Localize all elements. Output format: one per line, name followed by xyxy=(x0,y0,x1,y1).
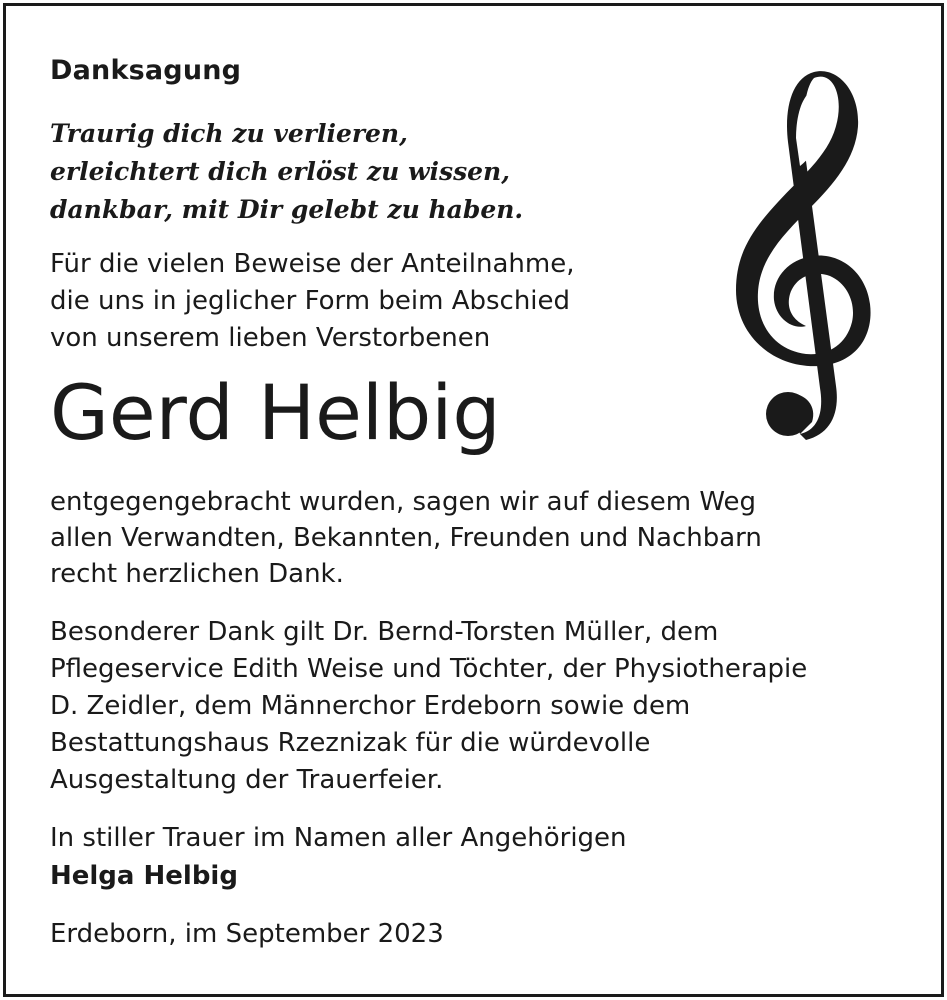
intro-line: die uns in jeglicher Form beim Abschied xyxy=(50,286,571,316)
place-date: Erdeborn, im September 2023 xyxy=(50,919,444,949)
signer-name: Helga Helbig xyxy=(50,861,238,891)
special-thanks-line: D. Zeidler, dem Männerchor Erdeborn sowie dem xyxy=(50,691,691,721)
special-thanks-paragraph xyxy=(50,614,807,799)
deceased-name: Gerd Helbig xyxy=(50,368,501,457)
intro-line: Für die vielen Beweise der Anteilnahme, xyxy=(50,249,575,279)
thanks-line: recht herzlichen Dank. xyxy=(50,559,344,589)
thanks-line: allen Verwandten, Bekannten, Freunden und Nachbarn xyxy=(50,523,762,553)
verse-line: erleichtert dich erlöst zu wissen, xyxy=(50,157,510,186)
notice-heading: Danksagung xyxy=(50,55,242,86)
mourning-line: In stiller Trauer im Namen aller Angehörigen xyxy=(50,823,627,853)
verse-block xyxy=(50,115,523,229)
special-thanks-line: Pflegeservice Edith Weise und Töchter, der Physiotherapie xyxy=(50,654,808,684)
intro-paragraph xyxy=(50,246,574,357)
treble-clef-icon xyxy=(722,68,882,446)
special-thanks-line: Besonderer Dank gilt Dr. Bernd-Torsten Müller, dem xyxy=(50,617,719,647)
verse-line: Traurig dich zu verlieren, xyxy=(50,119,408,148)
thanks-paragraph xyxy=(50,484,762,592)
verse-line: dankbar, mit Dir gelebt zu haben. xyxy=(50,195,524,224)
special-thanks-line: Bestattungshaus Rzeznizak für die würdevolle xyxy=(50,728,651,758)
intro-line: von unserem lieben Verstorbenen xyxy=(50,323,491,353)
special-thanks-line: Ausgestaltung der Trauerfeier. xyxy=(50,765,444,795)
thanks-line: entgegengebracht wurden, sagen wir auf diesem Weg xyxy=(50,487,757,517)
